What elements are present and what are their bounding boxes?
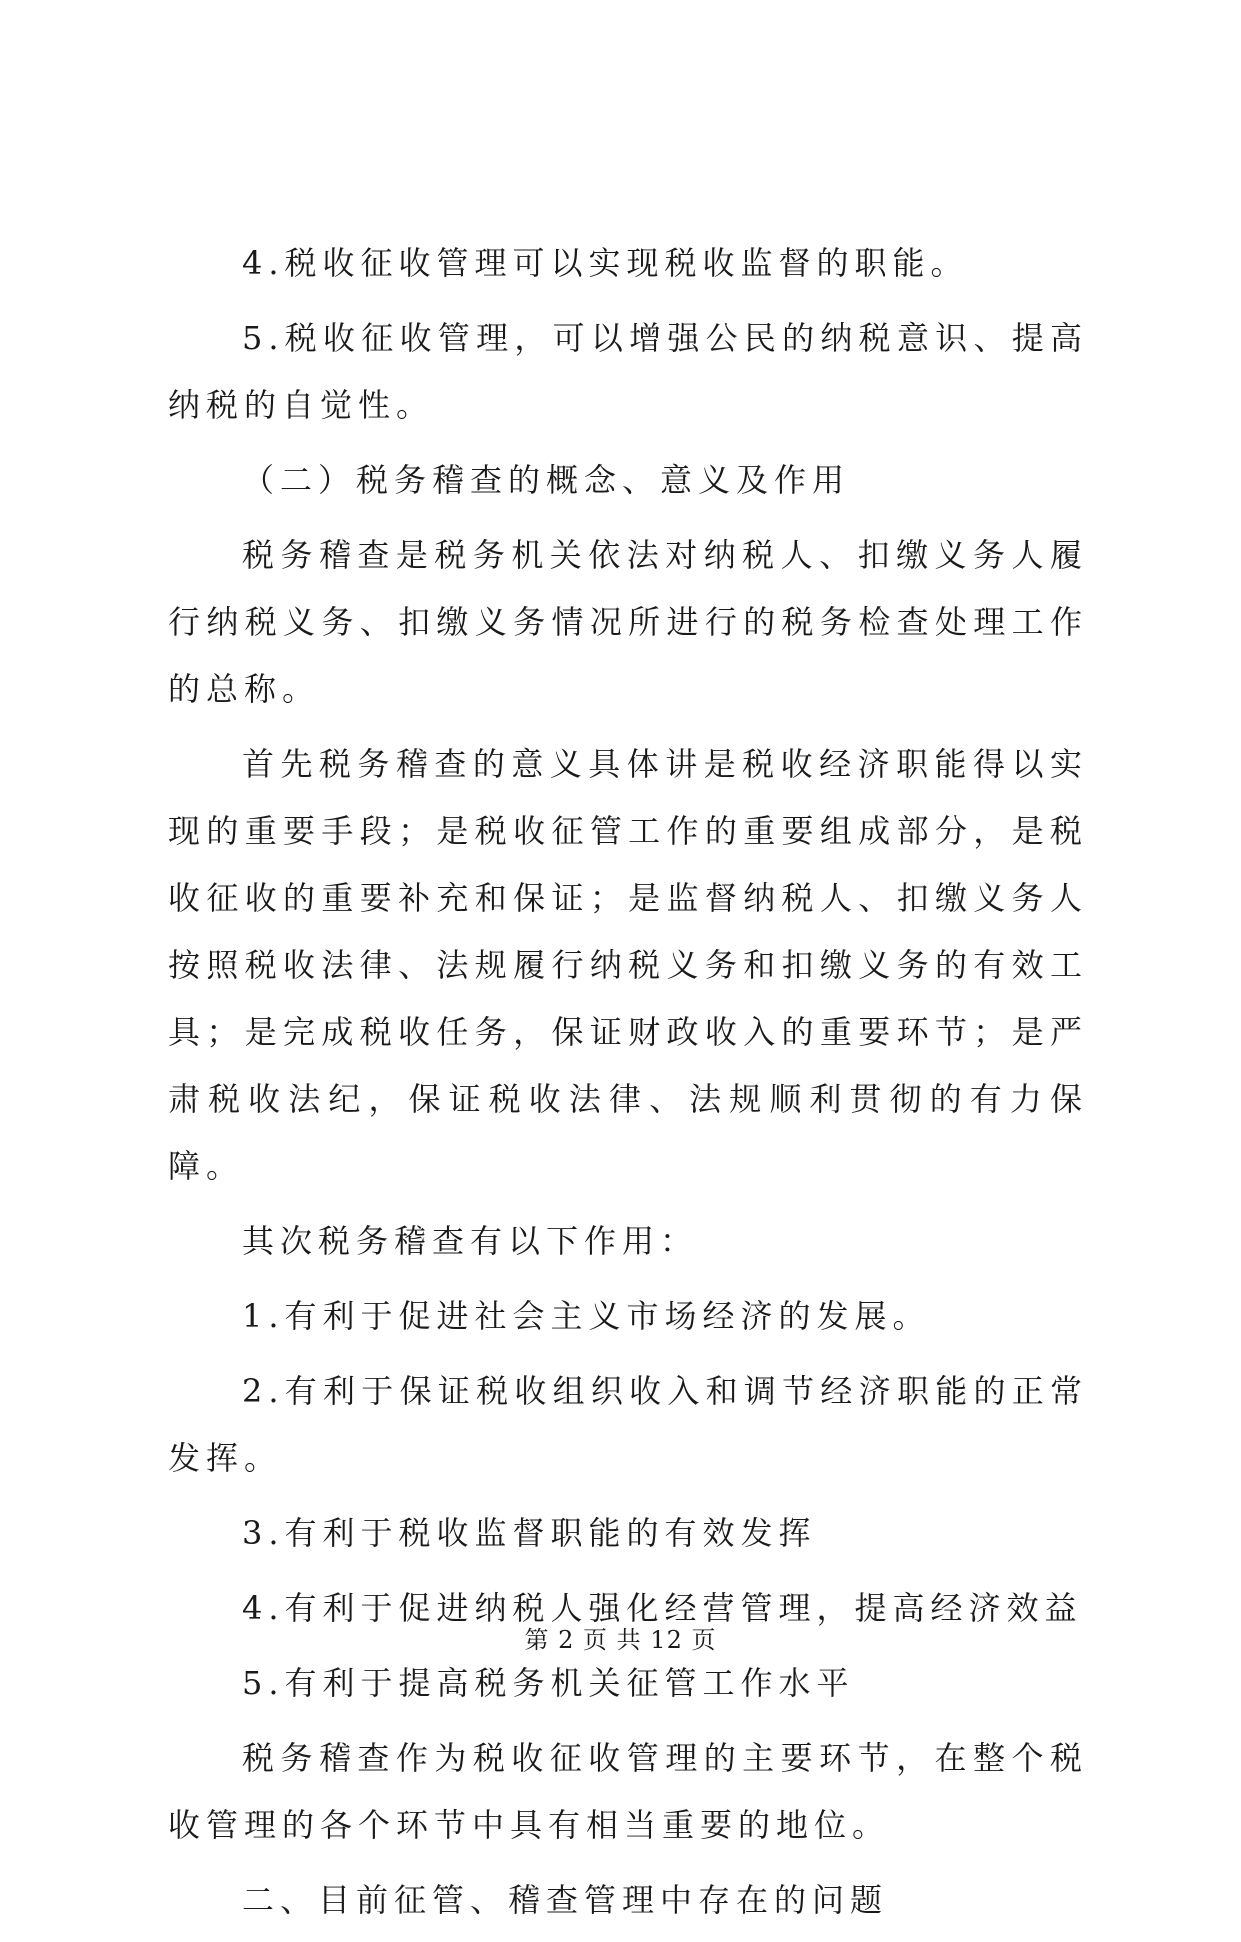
paragraph-item-4: 4.税收征收管理可以实现税收监督的职能。 — [242, 244, 969, 282]
paragraph-definition: 税务稽查是税务机关依法对纳税人、扣缴义务人履行纳税义务、扣缴义务情况所进行的税务检查处理工作的总称。 — [168, 536, 1088, 708]
list-item-2: 2.有利于保证税收组织收入和调节经济职能的正常发挥。 — [168, 1372, 1088, 1477]
document-body — [168, 230, 1088, 1942]
paragraph-conclusion: 税务稽查作为税收征收管理的主要环节，在整个税收管理的各个环节中具有相当重要的地位。 — [168, 1739, 1088, 1844]
list-item-5: 5.有利于提高税务机关征管工作水平 — [242, 1664, 855, 1702]
section-heading-2: （二）税务稽查的概念、意义及作用 — [242, 461, 851, 499]
paragraph-item-5: 5.税收征收管理，可以增强公民的纳税意识、提高纳税的自觉性。 — [168, 319, 1088, 424]
page-footer: 第 2 页 共 12 页 — [524, 1626, 717, 1654]
paragraph-effects-intro: 其次税务稽查有以下作用： — [242, 1222, 699, 1260]
list-item-1: 1.有利于促进社会主义市场经济的发展。 — [242, 1297, 931, 1335]
list-item-4: 4.有利于促进纳税人强化经营管理，提高经济效益 — [242, 1589, 1083, 1627]
list-item-3: 3.有利于税收监督职能的有效发挥 — [242, 1514, 817, 1552]
paragraph-significance: 首先税务稽查的意义具体讲是税收经济职能得以实现的重要手段；是税收征管工作的重要组成部分，是税收征收的重要补充和保证；是监督纳税人、扣缴义务人按照税收法律、法规履行纳税义务和扣缴义务的有效工具；是完成税收任务，保证财政收入的重要环节；是严肃税收法纪，保证税收法律、法规顺利贯彻的有力保障。 — [168, 745, 1088, 1185]
section-heading-problems: 二、目前征管、稽查管理中存在的问题 — [242, 1881, 889, 1919]
